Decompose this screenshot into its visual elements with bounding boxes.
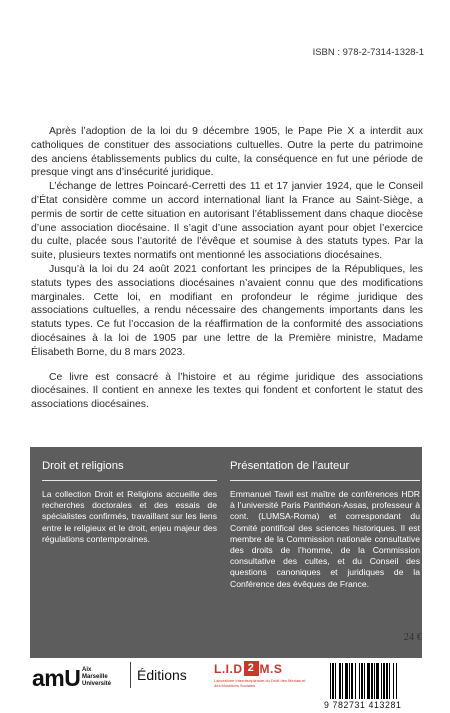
editions-label: Éditions [137, 667, 187, 683]
collection-description: La collection Droit et Religions accueille des recherches doctorales et des essais de spécialistes confirmés, travaillant sur les liens entre le religieux et le droit, enjeu majeur des régulations contemporaines. [42, 489, 217, 544]
divider [230, 480, 420, 481]
logo-separator [130, 662, 131, 688]
back-cover-summary [31, 125, 423, 412]
summary-paragraph: Jusqu’à la loi du 24 août 2021 confortant les principes de la Républiques, les statuts types des associations diocésaines n’avaient connu que des modifications marginales. Cette loi, en modifiant en profondeur le régime juridique des associations cultuelles, a rendu nécessaire des changements importants dans les statuts types. Ce fut l’occasion de la réaffirmation de la conformité des associations diocésaines à la loi de 1905 par une lettre de la Première ministre, Madame Élisabeth Borne, du 8 mars 2023. [31, 263, 423, 358]
amu-line: Université [82, 681, 112, 687]
amu-university-name [82, 667, 111, 688]
divider [42, 480, 217, 481]
lidems-digit-badge: 2 [244, 661, 259, 676]
isbn-label: ISBN : 978-2-7314-1328-1 [312, 47, 424, 58]
amu-line: Marseille [82, 674, 108, 680]
summary-paragraph: Ce livre est consacré à l’histoire et au régime juridique des associations diocésaines. Il contient en annexe les textes qui fondent et confortent le statut des associations diocésaines. [31, 371, 423, 411]
info-panel [30, 447, 422, 658]
summary-paragraph: L’échange de lettres Poincaré-Cerretti des 11 et 17 janvier 1924, que le Conseil d’État considère comme un accord international liant la France au Saint-Siège, a permis de sortir de cette situation en autorisant l’établissement dans chaque diocèse d’une association diocésaine. Il s’agit d’une association ayant pour objet l’exercice du culte, placée sous l’autorité de l’évêque et soumise à des statuts types. Par la suite, plusieurs textes normatifs ont mentionné les associations diocésaines. [31, 181, 423, 262]
author-heading: Présentation de l’auteur [230, 460, 350, 472]
amu-line: Aix [82, 667, 92, 673]
lidems-part: L.I.D [214, 661, 243, 676]
amu-logo [32, 665, 112, 692]
summary-paragraph: Après l’adoption de la loi du 9 décembre 1905, le Pape Pie X a interdit aux catholiques de constituer des associations cultuelles. Outre la perte du patrimoine des anciens établissements publics du culte, la conséquence en fut une période de presque vingt ans d’insécurité juridique. [31, 126, 423, 179]
barcode-number: 9 782731 413281 [324, 700, 402, 710]
amu-wordmark: amU [32, 665, 81, 691]
lidems-logo [214, 661, 309, 688]
author-bio: Emmanuel Tawil est maître de conférences HDR à l’université Paris Panthéon-Assas, professeur à cont. (LUMSA-Roma) et correspondant du Comité pontifical des sciences historiques. Il est membre de la Commission nationale consultative des droits de l’homme, de la Commission consultative des cultes, et du Conseil des questions canoniques et juridiques de la Conférence des évêques de France. [230, 489, 420, 589]
price-label: 24 € [403, 632, 422, 643]
collection-heading: Droit et religions [42, 460, 124, 472]
lidems-part: M.S [259, 661, 283, 676]
lidems-subtitle: Laboratoire Interdisciplinaire du Droit des Médias et des Mutations Sociales [214, 678, 306, 688]
collection-column [30, 447, 217, 658]
